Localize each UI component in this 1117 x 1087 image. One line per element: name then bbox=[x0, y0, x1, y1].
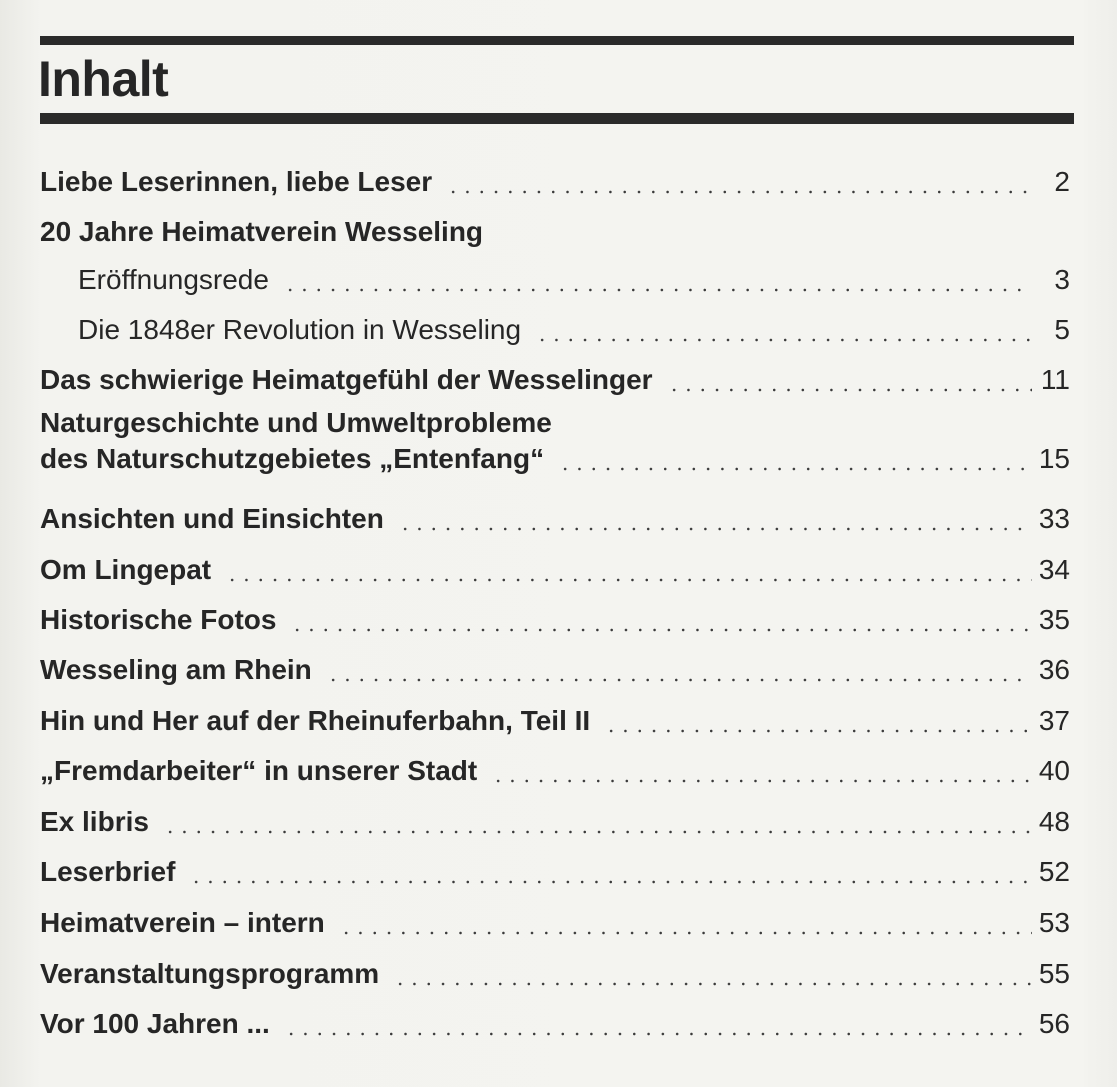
toc-entry-title: Veranstaltungsprogramm bbox=[40, 958, 380, 989]
toc-entry-page: 33 bbox=[1038, 503, 1070, 534]
toc-entry[interactable] bbox=[40, 992, 1070, 1042]
title-rule-bottom bbox=[40, 113, 1074, 124]
dot-leader bbox=[290, 602, 1032, 638]
toc-entry-page: 3 bbox=[1054, 264, 1070, 295]
dot-leader bbox=[284, 1006, 1032, 1042]
toc-entry-page: 2 bbox=[1054, 166, 1070, 197]
toc-entry-page: 48 bbox=[1038, 806, 1070, 837]
toc-entry[interactable] bbox=[40, 739, 1070, 789]
dot-leader bbox=[491, 753, 1032, 789]
toc-entry-title: 20 Jahre Heimatverein Wesseling bbox=[40, 216, 484, 247]
dot-leader bbox=[283, 262, 1032, 298]
toc-entry-page: 55 bbox=[1038, 958, 1070, 989]
dot-leader bbox=[163, 804, 1032, 840]
toc-entry-page: 37 bbox=[1038, 705, 1070, 736]
toc-entry[interactable] bbox=[40, 891, 1070, 941]
toc-entry-title: Liebe Leserinnen, liebe Leser bbox=[40, 166, 433, 197]
toc-subentry[interactable] bbox=[78, 298, 1070, 348]
toc-entry-page: 11 bbox=[1040, 364, 1070, 395]
toc-entry-title: „Fremdarbeiter“ in unserer Stadt bbox=[40, 755, 478, 786]
toc-entry-page: 40 bbox=[1038, 755, 1070, 786]
toc-entry[interactable] bbox=[40, 150, 1070, 200]
dot-leader bbox=[225, 552, 1032, 588]
toc-entry-page: 36 bbox=[1038, 654, 1070, 685]
toc-entry-title: Hin und Her auf der Rheinuferbahn, Teil II bbox=[40, 705, 591, 736]
toc-entry-title-line2: des Naturschutzgebietes „Entenfang“ bbox=[40, 443, 545, 474]
toc-entry-page: 35 bbox=[1038, 604, 1070, 635]
toc-entry-title: Om Lingepat bbox=[40, 554, 212, 585]
dot-leader bbox=[339, 905, 1032, 941]
toc-entry-title: Eröffnungsrede bbox=[78, 264, 269, 295]
toc-entry[interactable] bbox=[40, 840, 1070, 890]
toc-entry-page: 5 bbox=[1054, 314, 1070, 345]
toc-entry-title-line1: Naturgeschichte und Umweltprobleme bbox=[40, 407, 552, 438]
toc-entry[interactable] bbox=[40, 487, 1070, 537]
toc-entry-title: Die 1848er Revolution in Wesseling bbox=[78, 314, 522, 345]
toc-entry[interactable] bbox=[40, 638, 1070, 688]
toc-entry-two-line[interactable] bbox=[40, 405, 1070, 477]
toc-entry[interactable] bbox=[40, 689, 1070, 739]
page-title: Inhalt bbox=[38, 51, 169, 107]
toc-entry[interactable] bbox=[40, 588, 1070, 638]
toc-entry-title: Leserbrief bbox=[40, 856, 176, 887]
toc-entry-title: Das schwierige Heimatgefühl der Wesselinger bbox=[40, 364, 653, 395]
toc-entry-title: Heimatverein – intern bbox=[40, 907, 325, 938]
toc-entry bbox=[40, 441, 1070, 477]
toc-entry-page: 53 bbox=[1038, 907, 1070, 938]
dot-leader bbox=[398, 501, 1032, 537]
dot-leader bbox=[667, 362, 1032, 398]
dot-leader bbox=[393, 956, 1032, 992]
toc-entry[interactable] bbox=[40, 538, 1070, 588]
dot-leader bbox=[535, 312, 1032, 348]
toc-subentry[interactable] bbox=[78, 248, 1070, 298]
dot-leader bbox=[326, 652, 1032, 688]
toc-entry-title: Wesseling am Rhein bbox=[40, 654, 312, 685]
toc-entry-title: Ex libris bbox=[40, 806, 149, 837]
toc-entry-title: Ansichten und Einsichten bbox=[40, 503, 384, 534]
toc-entry-page: 34 bbox=[1038, 554, 1070, 585]
toc-entry-page: 56 bbox=[1038, 1008, 1070, 1039]
title-rule-top bbox=[40, 36, 1074, 45]
toc-entry-title: Vor 100 Jahren ... bbox=[40, 1008, 270, 1039]
toc-section-heading[interactable] bbox=[40, 200, 1070, 250]
toc-entry[interactable] bbox=[40, 348, 1070, 398]
toc-entry[interactable] bbox=[40, 942, 1070, 992]
dot-leader bbox=[604, 703, 1032, 739]
toc-entry-title: Historische Fotos bbox=[40, 604, 277, 635]
toc-entry-page: 52 bbox=[1038, 856, 1070, 887]
dot-leader bbox=[558, 441, 1032, 477]
dot-leader bbox=[189, 854, 1032, 890]
toc-entry[interactable] bbox=[40, 790, 1070, 840]
dot-leader bbox=[446, 164, 1032, 200]
toc-entry-page: 15 bbox=[1038, 443, 1070, 474]
